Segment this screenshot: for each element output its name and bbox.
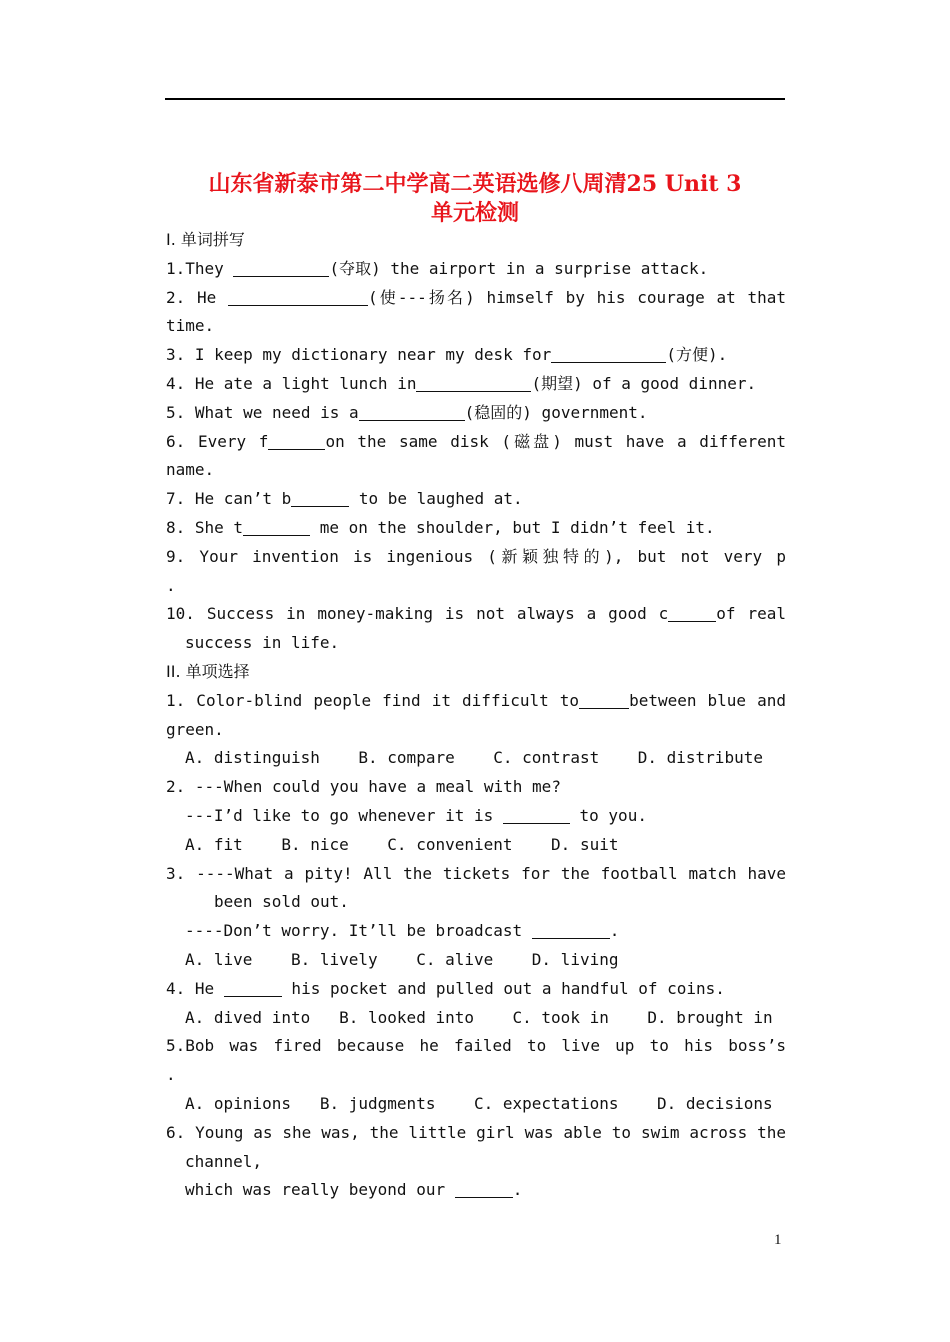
answer-blank[interactable] — [503, 807, 570, 824]
answer-blank[interactable] — [228, 289, 368, 306]
spelling-item-10: 10. Success in money-making is not always a good c of real — [166, 604, 787, 624]
spelling-item-5: 5. What we need is a (稳固的) government. — [166, 402, 648, 422]
answer-blank[interactable] — [243, 519, 310, 536]
title-line-1: 山东省新泰市第二中学高二英语选修八周清25 Unit 3 — [208, 171, 742, 197]
title-line-2: 单元检测 — [430, 200, 519, 226]
question-5: 5.Bob was fired because he failed to live up to his boss’s — [166, 1036, 786, 1056]
question-2-reply: ---I’d like to go whenever it is to you. — [185, 805, 647, 825]
answer-blank[interactable] — [668, 605, 716, 622]
question-4-options: A. dived into B. looked into C. took in D. brought in — [185, 1007, 773, 1027]
spelling-item-9: 9. Your invention is ingenious (新颖独特的), but not very p — [166, 546, 786, 566]
question-5-cont: . — [166, 1065, 176, 1085]
answer-blank[interactable] — [359, 404, 465, 421]
answer-blank[interactable] — [551, 346, 666, 363]
spelling-item-2-cont: time. — [166, 316, 215, 336]
answer-blank[interactable] — [233, 260, 329, 277]
answer-blank[interactable] — [268, 433, 325, 450]
answer-blank[interactable] — [224, 980, 282, 997]
question-4: 4. He his pocket and pulled out a handful of coins. — [166, 978, 725, 998]
section-1-heading: Ⅰ. 单词拼写 — [166, 230, 245, 249]
header-rule — [165, 98, 785, 100]
spelling-item-9-cont: . — [166, 575, 176, 595]
question-6: 6. Young as she was, the little girl was able to swim across the — [166, 1122, 786, 1142]
question-1-options: A. distinguish B. compare C. contrast D. distribute — [185, 748, 763, 768]
question-1: 1. Color-blind people find it difficult to between blue and — [166, 690, 787, 710]
answer-blank[interactable] — [416, 375, 531, 392]
question-3-options: A. live B. lively C. alive D. living — [185, 949, 619, 969]
question-6-tail: which was really beyond our . — [185, 1180, 523, 1200]
page-title — [165, 170, 785, 228]
worksheet-body — [166, 226, 786, 1205]
spelling-item-3: 3. I keep my dictionary near my desk for (方便). — [166, 345, 728, 365]
answer-blank[interactable] — [532, 922, 610, 939]
spelling-item-6-cont: name. — [166, 460, 215, 480]
section-2-heading: II. 单项选择 — [166, 661, 250, 681]
answer-blank[interactable] — [579, 692, 629, 709]
question-3-cont: been sold out. — [214, 892, 349, 912]
spelling-item-8: 8. She t me on the shoulder, but I didn’t feel it. — [166, 517, 715, 537]
spelling-item-1: 1.They (夺取) the airport in a surprise attack. — [166, 258, 709, 278]
answer-blank[interactable] — [291, 490, 349, 507]
spelling-item-7: 7. He can’t b to be laughed at. — [166, 489, 523, 509]
spelling-item-2: 2. He (使---扬名) himself by his courage at that — [166, 287, 786, 307]
spelling-item-4: 4. He ate a light lunch in (期望) of a good dinner. — [166, 373, 757, 393]
question-3-reply: ----Don’t worry. It’ll be broadcast . — [185, 921, 620, 941]
page-number: 1 — [774, 1232, 782, 1248]
question-2: 2. ---When could you have a meal with me? — [166, 777, 561, 797]
question-3: 3. ----What a pity! All the tickets for the football match have — [166, 863, 786, 883]
question-2-options: A. fit B. nice C. convenient D. suit — [185, 834, 619, 854]
spelling-item-10-cont: success in life. — [185, 633, 340, 653]
question-1-cont: green. — [166, 719, 224, 739]
answer-blank[interactable] — [455, 1181, 513, 1198]
spelling-item-6: 6. Every f on the same disk (磁盘) must have a different — [166, 431, 787, 451]
question-6-cont: channel, — [185, 1151, 263, 1171]
question-5-options: A. opinions B. judgments C. expectations D. decisions — [185, 1093, 773, 1113]
